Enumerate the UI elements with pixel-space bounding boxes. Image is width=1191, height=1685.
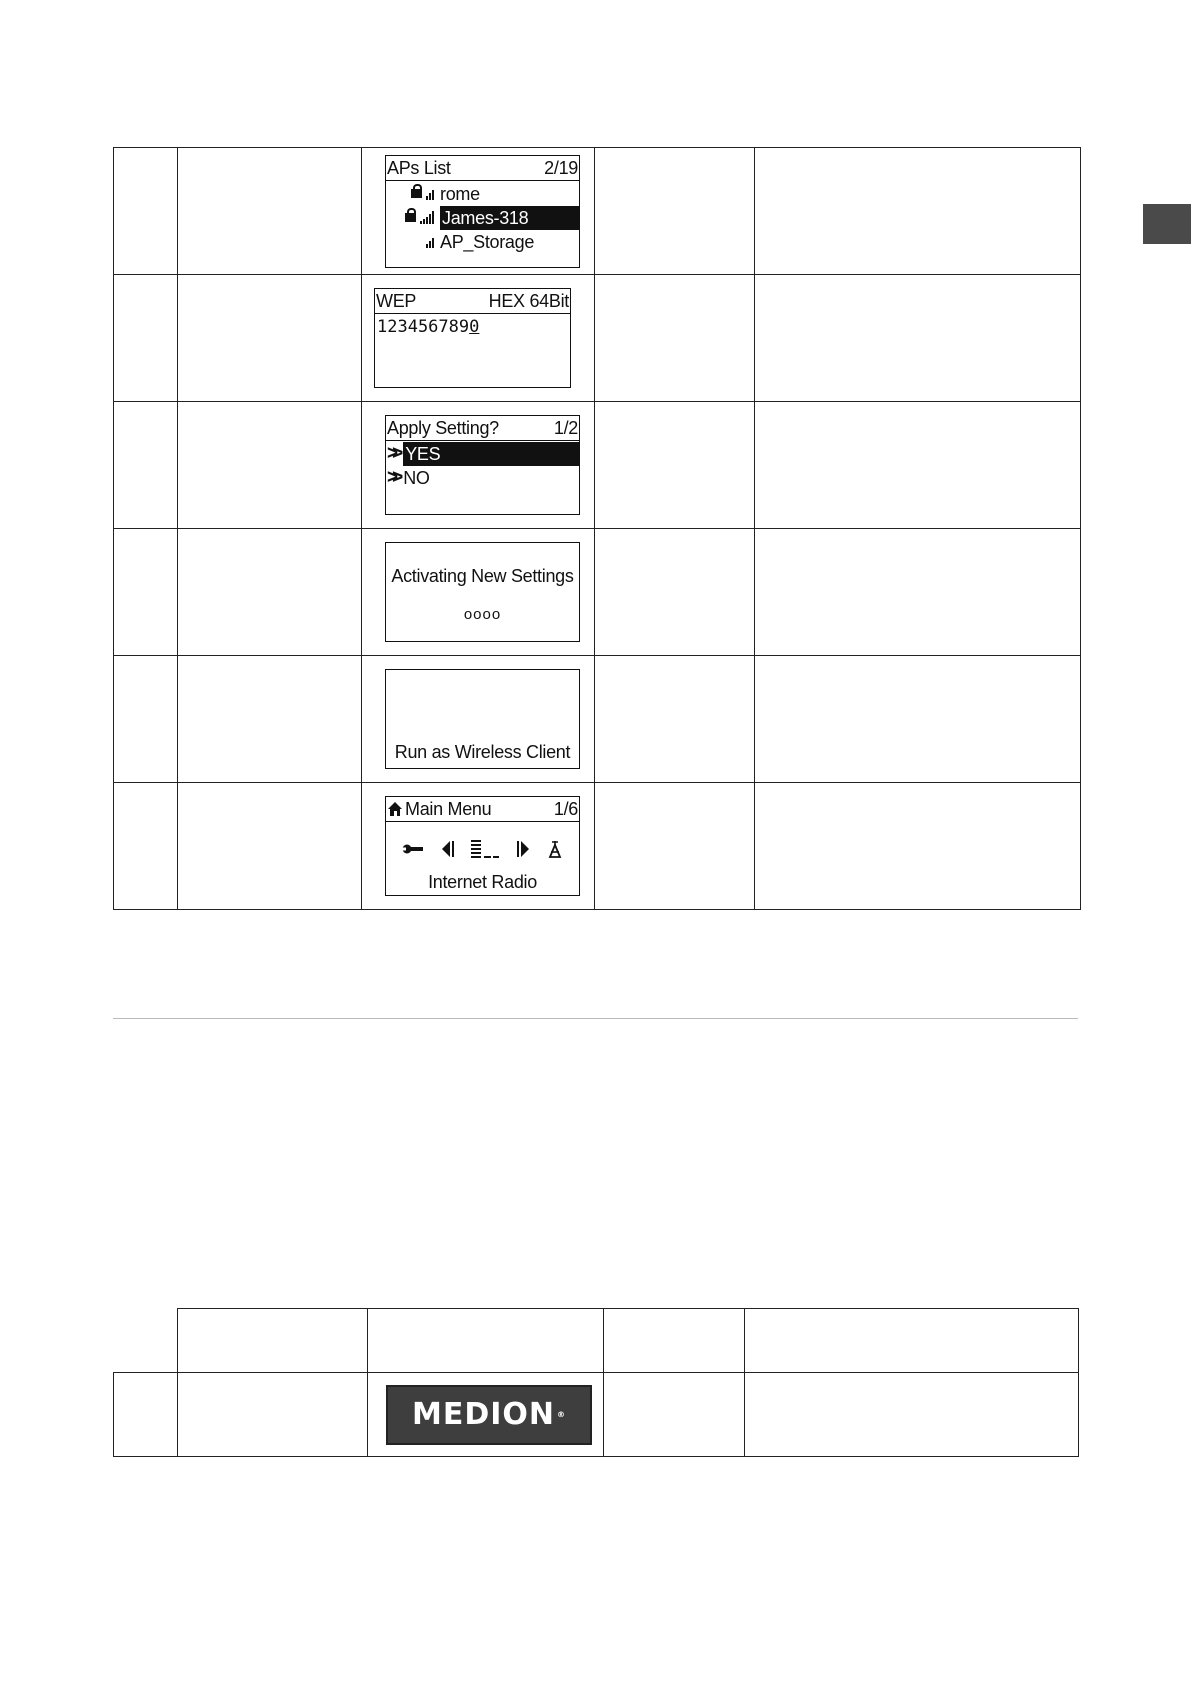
table-row bbox=[114, 402, 1081, 529]
table-row bbox=[114, 656, 1081, 783]
signal-icon bbox=[426, 235, 434, 248]
screen-title: WEP bbox=[376, 291, 417, 311]
equalizer-icon bbox=[471, 840, 499, 858]
wrench-icon bbox=[402, 842, 424, 856]
lock-icon bbox=[411, 189, 422, 199]
lcd-activating bbox=[385, 542, 580, 642]
table-row bbox=[114, 529, 1081, 656]
lcd-header bbox=[386, 797, 579, 822]
screen-title: Apply Setting? bbox=[387, 418, 499, 438]
wep-key-digits: 123456789 bbox=[377, 317, 470, 337]
logo-text: MEDION bbox=[411, 1397, 556, 1432]
ap-list-item-selected bbox=[386, 206, 579, 230]
signal-icon bbox=[420, 211, 434, 224]
wep-key-input bbox=[375, 315, 570, 339]
status-message: Activating New Settings bbox=[391, 566, 574, 586]
lcd-apply-setting bbox=[385, 415, 580, 515]
status-message: Run as Wireless Client bbox=[394, 742, 571, 762]
info-table bbox=[113, 1308, 1079, 1457]
lcd-header bbox=[386, 416, 579, 441]
lock-icon bbox=[405, 213, 416, 223]
option-no bbox=[386, 466, 579, 490]
home-icon bbox=[387, 801, 403, 817]
table-row bbox=[114, 783, 1081, 910]
chevron-right-icon: >> bbox=[387, 467, 398, 488]
medion-logo bbox=[386, 1385, 592, 1445]
lcd-header bbox=[386, 156, 579, 181]
screen-title: APs List bbox=[387, 157, 451, 178]
ap-list-item bbox=[386, 182, 579, 206]
page-indicator: 1/6 bbox=[553, 799, 578, 819]
progress-dots: oooo bbox=[463, 606, 502, 623]
section-divider bbox=[113, 1018, 1078, 1019]
lcd-header bbox=[375, 289, 570, 314]
option-label: NO bbox=[403, 468, 430, 488]
page-indicator: 1/2 bbox=[553, 418, 578, 438]
ap-name: AP_Storage bbox=[440, 231, 535, 252]
right-arrow-icon bbox=[516, 840, 530, 858]
lcd-aps-list bbox=[385, 155, 580, 268]
screen-title: Main Menu bbox=[405, 799, 492, 819]
lcd-wep bbox=[374, 288, 571, 388]
registered-mark: ® bbox=[557, 1410, 567, 1419]
option-yes bbox=[386, 442, 579, 466]
table-row bbox=[114, 1373, 1079, 1457]
steps-table bbox=[113, 147, 1081, 910]
chevron-right-icon: >> bbox=[387, 443, 398, 464]
table-row bbox=[114, 148, 1081, 275]
menu-icon-strip bbox=[386, 829, 579, 869]
current-menu-item: Internet Radio bbox=[428, 872, 537, 892]
table-header-row bbox=[114, 1309, 1079, 1373]
page-indicator: 2/19 bbox=[544, 157, 578, 178]
signal-icon bbox=[426, 187, 434, 200]
ap-name: rome bbox=[440, 183, 480, 204]
chapter-tab bbox=[1143, 204, 1191, 244]
left-arrow-icon bbox=[441, 840, 455, 858]
option-label: YES bbox=[403, 442, 579, 466]
wep-key-cursor: 0 bbox=[469, 317, 480, 337]
lcd-main-menu bbox=[385, 796, 580, 896]
antenna-icon bbox=[547, 839, 563, 859]
wep-mode: HEX 64Bit bbox=[488, 291, 569, 311]
table-row bbox=[114, 275, 1081, 402]
lcd-wireless-client bbox=[385, 669, 580, 769]
ap-list-item bbox=[386, 230, 579, 254]
ap-name: James-318 bbox=[440, 206, 579, 230]
